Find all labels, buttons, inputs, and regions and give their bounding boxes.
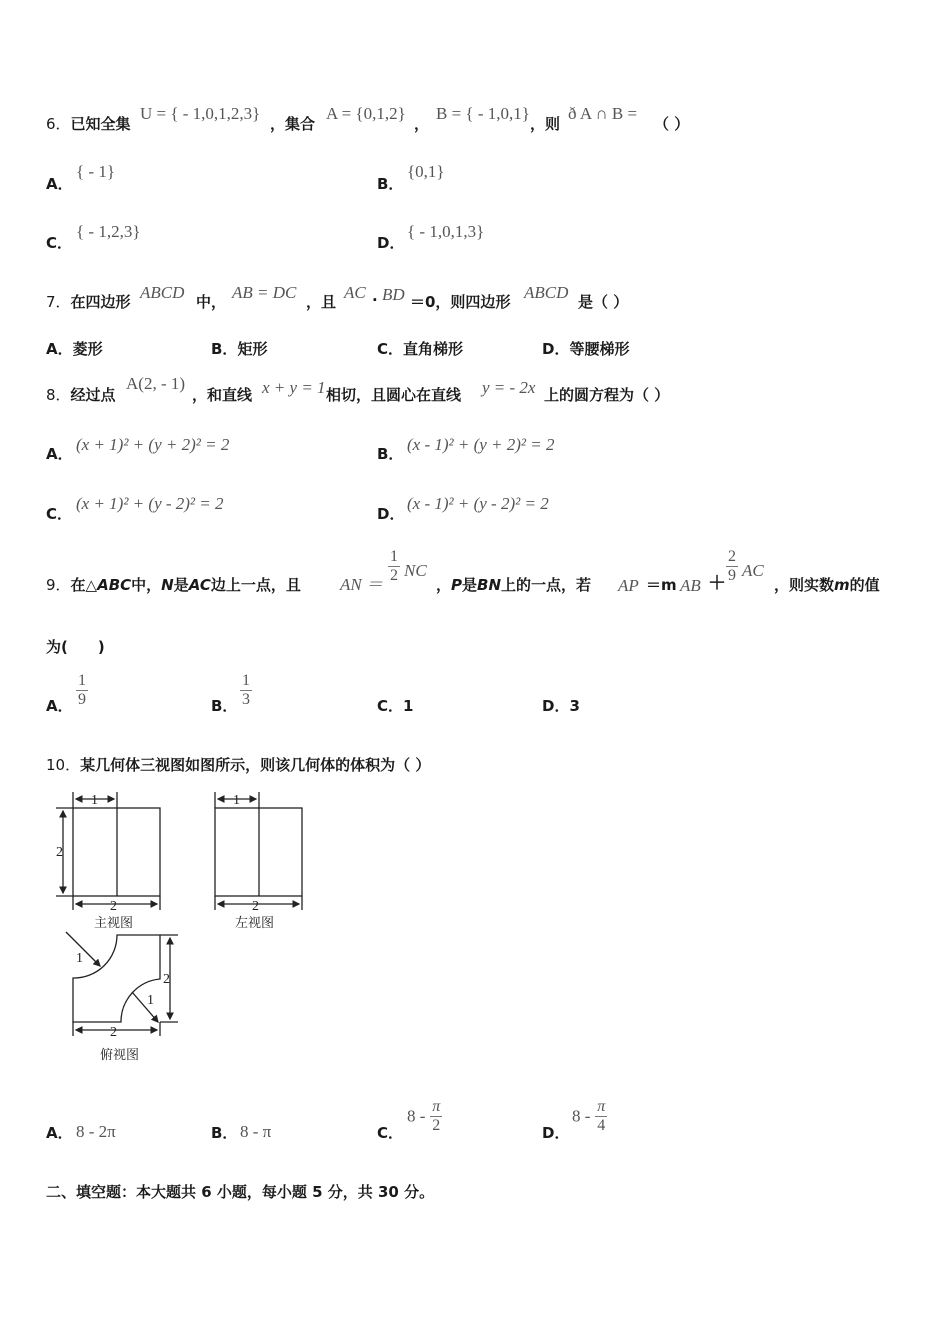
q9-eqm: ＝m: [646, 576, 677, 594]
q8-text: 上的圆方程为（ ）: [544, 386, 670, 404]
q10-line: 10．某几何体三视图如图所示，则该几何体的体积为（ ）: [46, 756, 431, 774]
q6-option-a-label: A．: [46, 175, 73, 193]
top-dim-radius-2: 1: [147, 993, 154, 1008]
q6-set-A: A = {0,1,2}: [326, 104, 406, 123]
q10-option-a: 8 - 2π: [76, 1122, 116, 1141]
top-dim-right: 2: [163, 972, 170, 987]
front-dim-top: 1: [91, 793, 98, 808]
side-dim-top: 1: [233, 793, 240, 808]
q8-line: 8．经过点: [46, 386, 116, 404]
q9-an: AN ＝: [340, 575, 383, 594]
front-dim-left: 2: [56, 845, 63, 860]
q7-line: 7．在四边形: [46, 293, 131, 311]
q6-complement: ð A ∩ B =: [568, 104, 638, 123]
q9-ac2: AC: [742, 561, 764, 580]
side-view-label: 左视图: [235, 915, 275, 930]
q8-line2: y = - 2x: [482, 378, 536, 397]
q9-line: 9．在△ABC中，N是AC边上一点，且: [46, 576, 301, 594]
q6-text: ，: [414, 115, 430, 133]
q6-option-b: {0,1}: [407, 162, 445, 181]
q9-frac-2-9: $\frac{2}{9}$: [728, 548, 736, 584]
q7-option-b: B．矩形: [211, 340, 268, 358]
q8-option-c: (x + 1)² + (y - 2)² = 2: [76, 494, 224, 513]
q6-set-B: B = { - 1,0,1}: [436, 104, 530, 123]
q10-option-a-label: A．: [46, 1124, 73, 1142]
q9-line2: 为( ): [46, 638, 105, 656]
q6-number: 6．: [46, 115, 71, 133]
q6-text: （ ）: [654, 115, 690, 133]
q6-option-c-label: C．: [46, 234, 73, 252]
q8-option-d-label: D．: [377, 505, 405, 523]
q9-option-d: D．3: [542, 697, 580, 715]
q6-option-c: { - 1,2,3}: [76, 222, 141, 241]
three-view-figure: [48, 786, 310, 1070]
q8-option-a-label: A．: [46, 445, 73, 463]
q9-option-c: C．1: [377, 697, 414, 715]
q7-option-d: D．等腰梯形: [542, 340, 630, 358]
q10-option-d-label: D．: [542, 1124, 570, 1142]
q8-option-c-label: C．: [46, 505, 73, 523]
q9-option-b-label: B．: [211, 697, 238, 715]
top-dim-radius-1: 1: [76, 951, 83, 966]
q9-frac-1-2: $\frac{1}{2}$: [390, 548, 398, 584]
q10-option-d: 8 - $\frac{\pi}{4}$: [572, 1098, 606, 1134]
q8-option-b: (x - 1)² + (y + 2)² = 2: [407, 435, 555, 454]
q9-plus: ＋: [708, 573, 726, 594]
q7-text: 是（ ）: [578, 293, 629, 311]
q9-ab: AB: [680, 576, 701, 595]
q6-option-a: { - 1}: [76, 162, 115, 181]
q6-text: ，则: [530, 115, 561, 133]
q10-option-c-label: C．: [377, 1124, 404, 1142]
q8-point: A(2, - 1): [126, 374, 186, 393]
q7-vec-bd: BD: [382, 285, 405, 304]
q9-ap: AP: [618, 576, 639, 595]
q8-option-b-label: B．: [377, 445, 404, 463]
q9-option-a: $\frac{1}{9}$: [78, 672, 86, 708]
q6-option-d-label: D．: [377, 234, 405, 252]
q9-option-b: $\frac{1}{3}$: [242, 672, 250, 708]
q7-text: ＝0，则四边形: [410, 293, 511, 311]
q9-option-a-label: A．: [46, 697, 73, 715]
side-dim-bottom: 2: [252, 899, 259, 914]
section-2-heading: 二、填空题：本大题共 6 小题，每小题 5 分，共 30 分。: [46, 1183, 435, 1201]
q6-option-b-label: B．: [377, 175, 404, 193]
front-dim-bottom: 2: [110, 899, 117, 914]
q6-option-d: { - 1,0,1,3}: [407, 222, 485, 241]
q7-dot: ·: [372, 291, 378, 309]
q7-text: 中，: [196, 293, 227, 311]
q9-text: ，P是BN上的一点，若: [436, 576, 592, 594]
q7-vec-ac: AC: [344, 283, 366, 302]
q7-text: ，且: [306, 293, 337, 311]
front-view-label: 主视图: [94, 915, 134, 930]
q8-text: ，和直线: [192, 386, 253, 404]
q10-option-b-label: B．: [211, 1124, 238, 1142]
q7-quad: ABCD: [140, 283, 185, 302]
q10-option-c: 8 - $\frac{\pi}{2}$: [407, 1098, 441, 1134]
top-dim-bottom: 2: [110, 1025, 117, 1040]
q6-line: 6．已知全集: [46, 115, 131, 133]
q8-text: 相切，且圆心在直线: [326, 386, 462, 404]
q10-option-b: 8 - π: [240, 1122, 272, 1141]
q8-line1: x + y = 1: [262, 378, 326, 397]
q7-option-c: C．直角梯形: [377, 340, 464, 358]
top-view-label: 俯视图: [100, 1047, 140, 1062]
q8-option-d: (x - 1)² + (y - 2)² = 2: [407, 494, 549, 513]
q8-option-a: (x + 1)² + (y + 2)² = 2: [76, 435, 230, 454]
q9-tail: ，则实数m的值: [774, 576, 880, 594]
q7-eq1: AB = DC: [232, 283, 297, 302]
q9-nc: NC: [404, 561, 427, 580]
q7-option-a: A．菱形: [46, 340, 103, 358]
q6-set-U: U = { - 1,0,1,2,3}: [140, 104, 261, 123]
q7-quad2: ABCD: [524, 283, 569, 302]
q6-text: ，集合: [270, 115, 316, 133]
